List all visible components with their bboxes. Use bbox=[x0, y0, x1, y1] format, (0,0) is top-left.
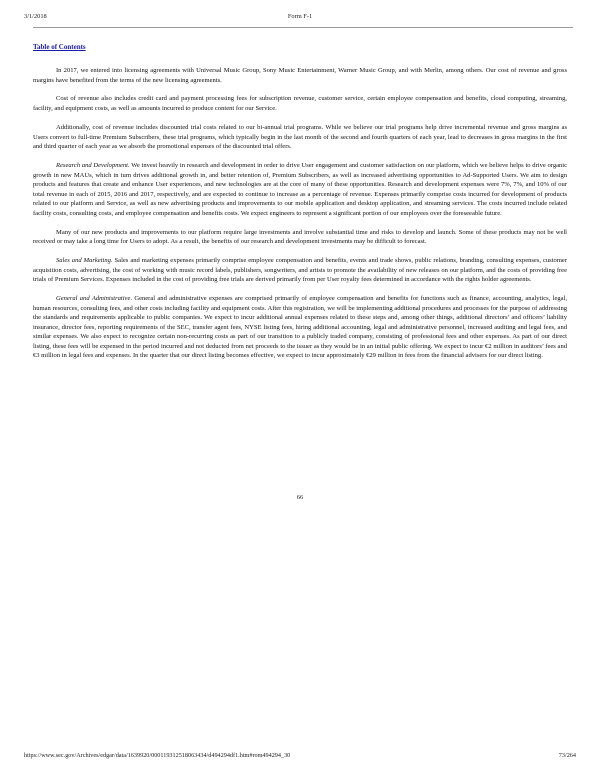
paragraph-trial-costs bbox=[33, 123, 567, 152]
paragraph-text: In 2017, we entered into licensing agreements with Universal Music Group, Sony Music Entertainment, Warner Music Group, and with Merlin, among others. Our cost of revenue and gross margins have benefited from the terms of the new licensing agreements. bbox=[33, 67, 567, 84]
page-number: 66 bbox=[296, 494, 304, 501]
paragraph-research-development bbox=[33, 161, 567, 218]
paragraph-text: . Sales and marketing expenses primarily comprise employee compensation and benefits, events and trade shows, public relations, branding, consulting expenses, customer acquisition costs, advertising, the cost of working with music record labels, publishers, songwriters, and artists to promote the availability of new releases on our platform, and the costs of providing free trials of Premium Services. Expenses included in the cost of providing free trials are derived primarily from per User royalty fees determined in accordance with the rights holder agreements. bbox=[33, 257, 567, 284]
header-divider bbox=[33, 27, 573, 28]
print-date: 3/1/2018 bbox=[24, 13, 47, 20]
paragraph-general-administrative bbox=[33, 294, 567, 361]
paragraph-licensing bbox=[33, 66, 567, 85]
paragraph-text: . General and administrative expenses are comprised primarily of employee compensation and benefits for functions such as finance, accounting, analytics, legal, human resources, consulting fees, and other costs including facility and equipment costs. After this registration, we will be implementing additional procedures and processes for the purpose of addressing the standards and requirements applicable to public companies. We expect to incur additional annual expenses related to these steps and, among other things, additional directors’ and officers’ liability insurance, director fees, reporting requirements of the SEC, transfer agent fees, NYSE listing fees, hiring additional accounting, legal and administrative personnel, increased auditing and legal fees, and similar expenses. We also expect to recognize certain non-recurring costs as part of our transition to a publicly traded company, consisting of professional fees and other expenses. As part of our direct listing, these fees will be expensed in the period incurred and not deducted from net proceeds to the issuer as they would be in an initial public offering. We expect to incur €2 million in auditors’ fees and €3 million in legal fees and expenses. In the quarter that our direct listing becomes effective, we expect to incur approximately €29 million in fees from the financial advisers for our direct listing. bbox=[33, 295, 567, 360]
paragraph-text: Additionally, cost of revenue includes discounted trial costs related to our bi-annual trial programs. While we believe our trial programs help drive incremental revenue and gross margins as Users convert to full-time Premium Subscribers, these trial programs, which typically begin in the last month of the second and fourth quarters of each year, lead to decreases in gross margins in the first and third quarter of each year as we absorb the promotional expenses of the discounted trial offers. bbox=[33, 123, 567, 151]
table-of-contents-link[interactable]: Table of Contents bbox=[33, 43, 86, 51]
section-heading-general-administrative: General and Administrative bbox=[56, 295, 131, 303]
paragraph-text: . We invest heavily in research and development in order to drive User engagement and customer satisfaction on our platform, which we believe helps to drive organic growth in new MAUs, which in turn drives additional growth in, and better retention of, Premium Subscribers, as well as increased advertising opportunities to Ad-Supported Users. We aim to design products and features that create and enhance User experiences, and new technologies are at the core of many of these opportunities. Research and development expenses were 7%, 7%, and 10% of our total revenue in each of 2015, 2016 and 2017, respectively, and are expected to continue to increase as a percentage of revenue. Expenses primarily comprise costs incurred for development of products related to our platform and Service, as well as new advertising products and improvements to our mobile application and desktop application, and streaming services. The costs incurred include related facility costs, consulting costs, and employee compensation and benefits costs. We expect engineers to represent a significant portion of our employees over the foreseeable future. bbox=[33, 162, 568, 217]
paragraph-new-products bbox=[33, 228, 567, 247]
section-heading-research-development: Research and Development bbox=[56, 162, 128, 169]
print-header bbox=[24, 13, 576, 25]
document-title: Form F-1 bbox=[287, 13, 313, 20]
paragraph-sales-marketing bbox=[33, 256, 567, 285]
section-heading-sales-marketing: Sales and Marketing bbox=[56, 257, 111, 265]
paragraph-cost-of-revenue bbox=[33, 94, 567, 113]
page-count: 73/264 bbox=[558, 752, 576, 759]
paragraph-text: Many of our new products and improvements to our platform require large investments and involve substantial time and risks to develop and launch. Some of these products may not be well received or may take a long time for Users to adopt. As a result, the benefits of our research and development investments may be difficult to forecast. bbox=[33, 228, 567, 246]
paragraph-text: Cost of revenue also includes credit card and payment processing fees for subscription revenue, customer service, certain employee compensation and benefits, cloud computing, streaming, facility, and equipment costs, as well as amounts incurred to produce content for our Service. bbox=[33, 95, 567, 113]
document-body bbox=[33, 66, 567, 370]
source-url: https://www.sec.gov/Archives/edgar/data/1639920/000119312518063434/d494294df1.htm#rom494294_30 bbox=[24, 752, 291, 759]
